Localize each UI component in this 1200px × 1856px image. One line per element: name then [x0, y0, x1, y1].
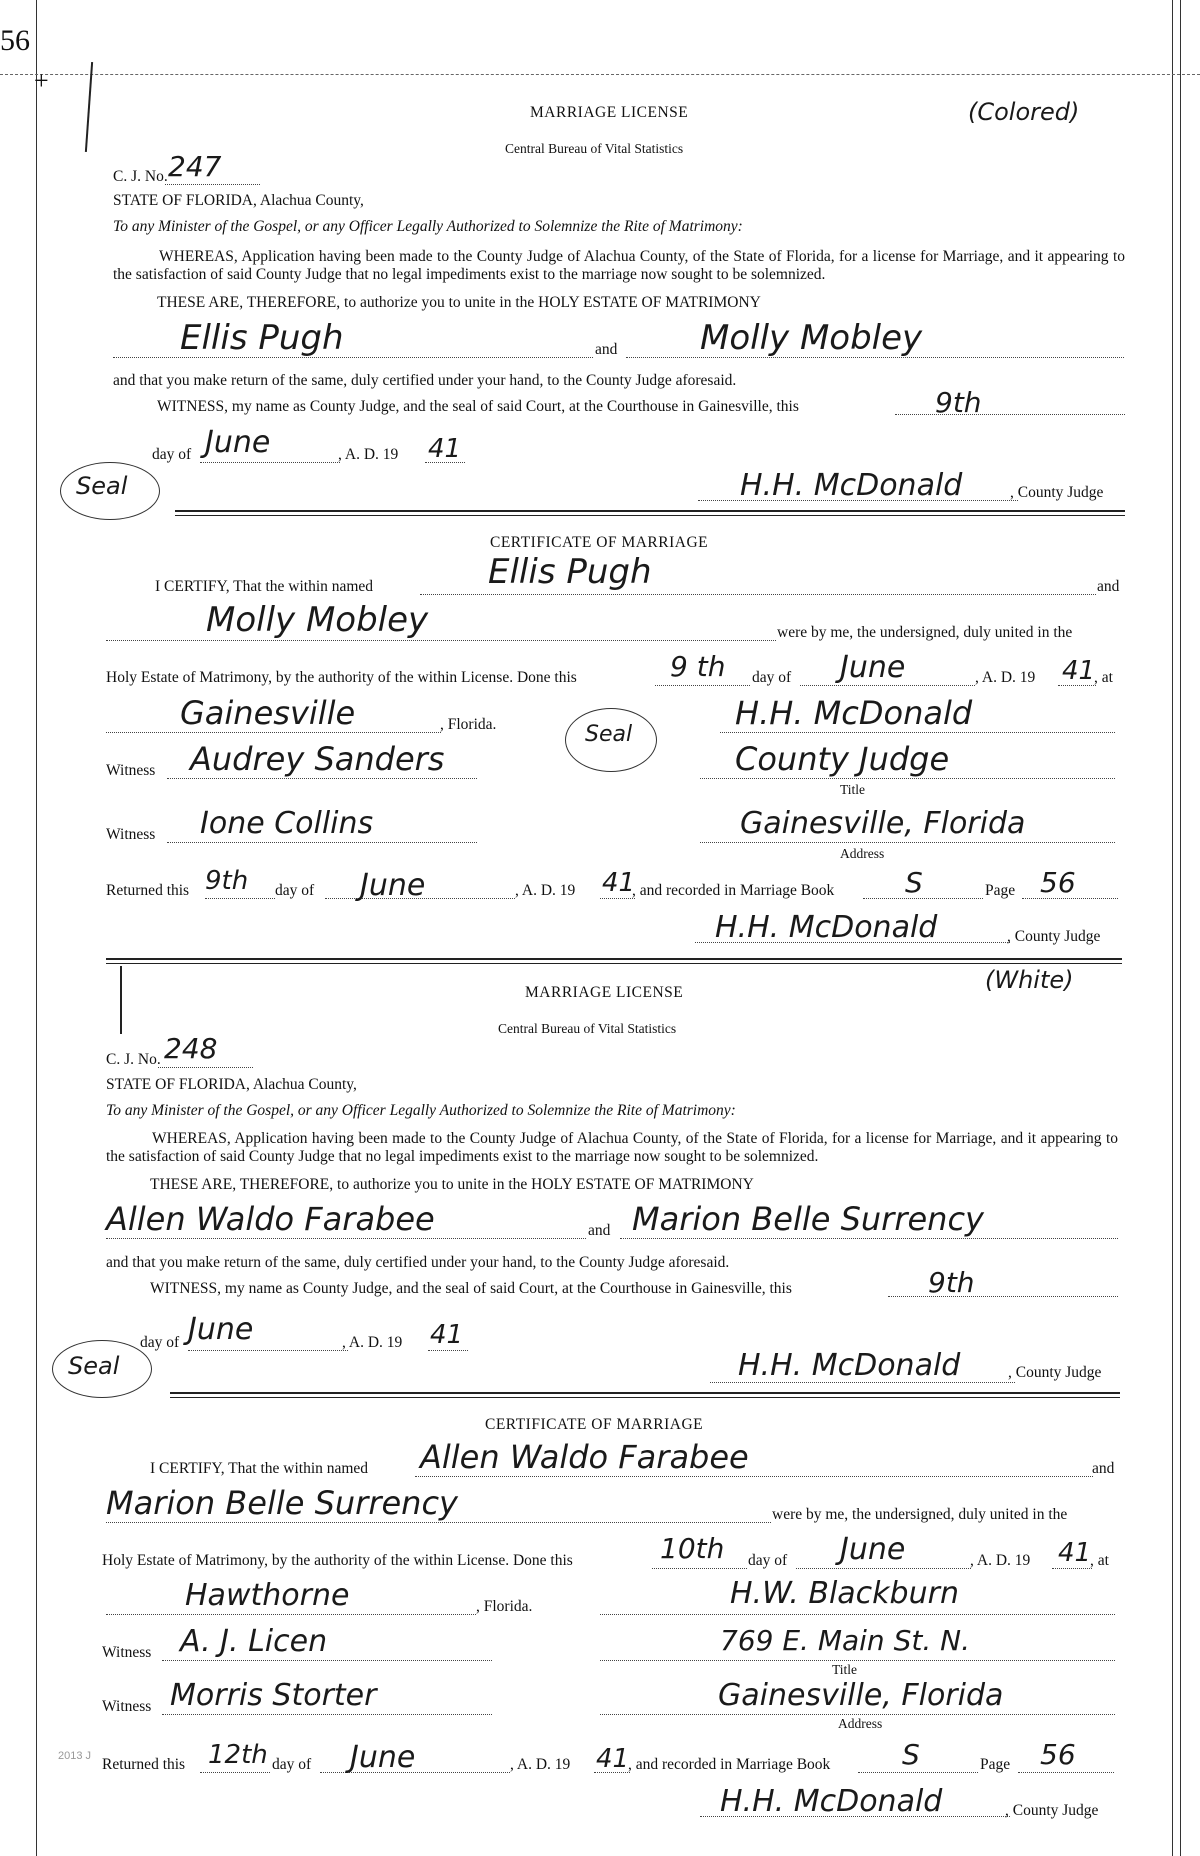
- race-note: (White): [985, 966, 1074, 994]
- witness-2: Morris Storter: [170, 1678, 377, 1713]
- address-label: Address: [838, 1716, 883, 1731]
- witness-text: WITNESS, my name as County Judge, and the seal of said Court, at the Courthouse in Gainesville, this: [157, 398, 799, 415]
- title-label: Title: [840, 782, 866, 797]
- ad-label: , A. D. 19: [975, 669, 1036, 686]
- witness-label: Witness: [102, 1644, 152, 1661]
- officiant-signature: H.W. Blackburn: [730, 1576, 959, 1611]
- license-year: 41: [430, 1320, 464, 1350]
- license-month: June: [188, 1312, 254, 1347]
- cert-year: 41: [1058, 1538, 1092, 1568]
- top-edge-line: [0, 74, 1200, 75]
- cert-groom-name: Ellis Pugh: [488, 552, 652, 592]
- return-text: and that you make return of the same, duly certified under your hand, to the County Judge aforesaid.: [113, 372, 737, 389]
- pen-arrow: [120, 966, 122, 1034]
- judge-signature: H.H. McDonald: [740, 468, 963, 503]
- marriage-book: S: [905, 866, 923, 899]
- marriage-page: 56: [1040, 1738, 1076, 1771]
- day-of-label: day of: [275, 882, 315, 899]
- officiant-signature: H.H. McDonald: [735, 694, 973, 732]
- seal-label: Seal: [68, 1352, 120, 1380]
- united-text: were by me, the undersigned, duly united in the: [777, 624, 1073, 641]
- right-margin-line: [1172, 0, 1173, 1856]
- record-divider: [106, 958, 1122, 960]
- license-year: 41: [428, 434, 462, 464]
- address: Gainesville, Florida: [740, 806, 1026, 841]
- race-note: (Colored): [968, 98, 1080, 126]
- left-margin-line: [36, 0, 37, 1856]
- florida-label: , Florida.: [476, 1598, 533, 1615]
- returned-label: Returned this: [102, 1756, 186, 1773]
- at-label: , at: [1090, 1552, 1109, 1569]
- returned-month: June: [350, 1740, 416, 1775]
- cert-day: 9 th: [670, 650, 726, 683]
- officiant-title: County Judge: [735, 740, 950, 778]
- ad-label: , A. D. 19: [515, 882, 576, 899]
- and-label: and: [1092, 1460, 1115, 1477]
- cj-number: 247: [168, 150, 222, 183]
- judge-signature: H.H. McDonald: [720, 1784, 943, 1819]
- witness-label: Witness: [106, 826, 156, 843]
- cert-bride-name: Molly Mobley: [206, 600, 429, 640]
- cert-place: Hawthorne: [185, 1578, 350, 1613]
- county-judge-label: , County Judge: [1005, 1802, 1099, 1819]
- at-label: , at: [1094, 669, 1113, 686]
- returned-label: Returned this: [106, 882, 190, 899]
- day-of-label: day of: [752, 669, 792, 686]
- recorded-text: , and recorded in Marriage Book: [632, 882, 835, 899]
- cert-bride-name: Marion Belle Surrency: [106, 1484, 458, 1522]
- license-day: 9th: [928, 1266, 975, 1299]
- bureau-label: Central Bureau of Vital Statistics: [498, 1021, 677, 1036]
- return-text: and that you make return of the same, duly certified under your hand, to the County Judge aforesaid.: [106, 1254, 730, 1271]
- cj-label: C. J. No.: [113, 168, 168, 185]
- florida-label: , Florida.: [440, 716, 497, 733]
- page-number: 56: [0, 24, 30, 57]
- bride-name: Molly Mobley: [700, 318, 923, 358]
- ad-label: , A. D. 19: [342, 1334, 403, 1351]
- certificate-title: CERTIFICATE OF MARRIAGE: [485, 1416, 704, 1433]
- witness-label: Witness: [106, 762, 156, 779]
- section-divider: [175, 510, 1125, 512]
- cross-mark: +: [34, 66, 49, 95]
- cert-month: June: [840, 1532, 906, 1567]
- ad-label: , A. D. 19: [970, 1552, 1031, 1569]
- and-label: and: [595, 341, 618, 358]
- marriage-page: 56: [1040, 866, 1076, 899]
- officiant-title: 769 E. Main St. N.: [720, 1624, 970, 1657]
- county-judge-label: , County Judge: [1010, 484, 1104, 501]
- license-month: June: [205, 425, 271, 460]
- seal-label: Seal: [76, 472, 128, 500]
- cert-day: 10th: [660, 1532, 725, 1565]
- authorize-text: THESE ARE, THEREFORE, to authorize you to unite in the HOLY ESTATE OF MATRIMONY: [150, 1176, 754, 1193]
- witness-text: WITNESS, my name as County Judge, and the seal of said Court, at the Courthouse in Gainesville, this: [150, 1280, 792, 1297]
- cert-month: June: [840, 650, 906, 685]
- cert-year: 41: [1062, 656, 1096, 686]
- authorize-text: THESE ARE, THEREFORE, to authorize you to unite in the HOLY ESTATE OF MATRIMONY: [157, 294, 761, 311]
- groom-name: Allen Waldo Farabee: [106, 1200, 435, 1238]
- address-label: Address: [840, 846, 885, 861]
- whereas-text: WHEREAS, Application having been made to the County Judge of Alachua County, of the State of Florida, for a license for Marriage, and it appearing to the satisfaction of said County Judge that no legal impediments exist to the marriage now sought to be solemnized.: [113, 248, 1125, 283]
- license-title: MARRIAGE LICENSE: [525, 984, 684, 1001]
- cert-groom-name: Allen Waldo Farabee: [420, 1438, 749, 1476]
- ad-label: , A. D. 19: [510, 1756, 571, 1773]
- recorded-text: , and recorded in Marriage Book: [628, 1756, 831, 1773]
- state-county: STATE OF FLORIDA, Alachua County,: [106, 1076, 357, 1093]
- county-judge-label: , County Judge: [1007, 928, 1101, 945]
- license-day: 9th: [935, 386, 982, 419]
- judge-signature: H.H. McDonald: [715, 910, 938, 945]
- judge-signature: H.H. McDonald: [738, 1348, 961, 1383]
- certify-text: I CERTIFY, That the within named: [155, 578, 374, 595]
- pen-mark: [85, 62, 93, 152]
- ad-label: , A. D. 19: [338, 446, 399, 463]
- page-label: Page: [980, 1756, 1011, 1773]
- witness-label: Witness: [102, 1698, 152, 1715]
- returned-day: 12th: [208, 1740, 268, 1770]
- returned-month: June: [360, 868, 426, 903]
- addressee: To any Minister of the Gospel, or any Officer Legally Authorized to Solemnize the Rite of Matrimony:: [106, 1102, 736, 1119]
- holy-estate-text: Holy Estate of Matrimony, by the authority of the within License. Done this: [106, 669, 577, 686]
- watermark: 2013 J: [58, 1750, 92, 1762]
- witness-1: Audrey Sanders: [190, 740, 445, 778]
- certify-text: I CERTIFY, That the within named: [150, 1460, 369, 1477]
- bureau-label: Central Bureau of Vital Statistics: [505, 141, 684, 156]
- addressee: To any Minister of the Gospel, or any Officer Legally Authorized to Solemnize the Rite of Matrimony:: [113, 218, 743, 235]
- county-judge-label: , County Judge: [1008, 1364, 1102, 1381]
- witness-1: A. J. Licen: [180, 1624, 328, 1659]
- section-divider: [170, 1392, 1120, 1394]
- and-label: and: [588, 1222, 611, 1239]
- holy-estate-text: Holy Estate of Matrimony, by the authority of the within License. Done this: [102, 1552, 573, 1569]
- certificate-title: CERTIFICATE OF MARRIAGE: [490, 534, 709, 551]
- seal-label: Seal: [585, 722, 633, 747]
- cj-number: 248: [164, 1032, 218, 1065]
- day-of-label: day of: [272, 1756, 312, 1773]
- returned-year: 41: [596, 1744, 630, 1774]
- and-label: and: [1097, 578, 1120, 595]
- groom-name: Ellis Pugh: [180, 318, 344, 358]
- license-title: MARRIAGE LICENSE: [530, 104, 689, 121]
- cert-place: Gainesville: [180, 694, 356, 732]
- returned-year: 41: [602, 868, 636, 898]
- whereas-text: WHEREAS, Application having been made to the County Judge of Alachua County, of the State of Florida, for a license for Marriage, and it appearing to the satisfaction of said County Judge that no legal impediments exist to the marriage now sought to be solemnized.: [106, 1130, 1118, 1165]
- united-text: were by me, the undersigned, duly united in the: [772, 1506, 1068, 1523]
- address: Gainesville, Florida: [718, 1678, 1004, 1713]
- page-label: Page: [985, 882, 1016, 899]
- day-of-label: day of: [152, 446, 192, 463]
- day-of-label: day of: [140, 1334, 180, 1351]
- returned-day: 9th: [205, 866, 249, 896]
- right-margin-line-2: [1180, 0, 1181, 1856]
- cj-label: C. J. No.: [106, 1051, 161, 1068]
- bride-name: Marion Belle Surrency: [632, 1200, 984, 1238]
- state-county: STATE OF FLORIDA, Alachua County,: [113, 192, 364, 209]
- marriage-book: S: [902, 1738, 920, 1771]
- day-of-label: day of: [748, 1552, 788, 1569]
- witness-2: Ione Collins: [200, 806, 374, 841]
- title-label: Title: [832, 1662, 858, 1677]
